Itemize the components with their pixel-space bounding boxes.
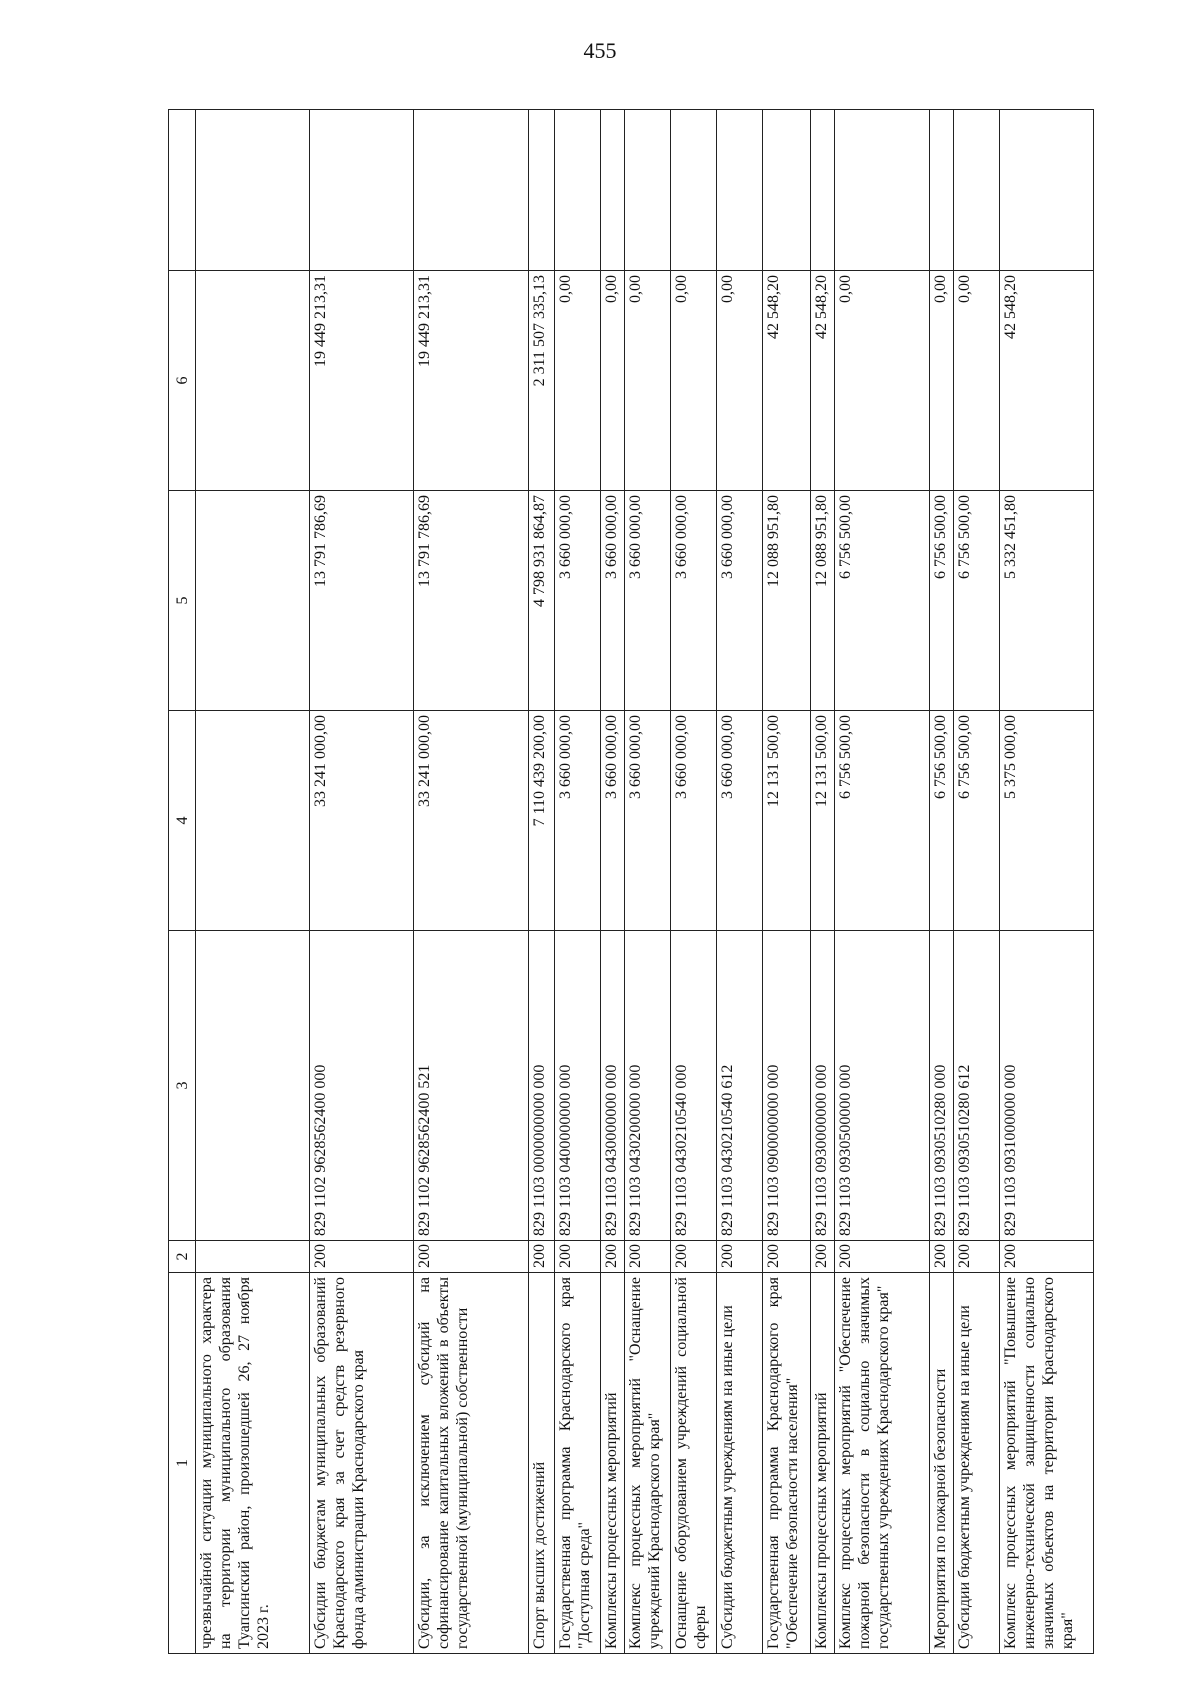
row-approved-cell: 6 756 500,00: [930, 711, 954, 931]
table-row: [930, 110, 954, 1654]
row-executed-cell: 3 660 000,00: [625, 491, 671, 711]
budget-table: [168, 109, 1094, 1654]
row-remainder-cell: 0,00: [717, 271, 763, 491]
row-approved-cell: 6 756 500,00: [954, 711, 1000, 931]
table-row: [310, 110, 414, 1654]
row-remainder-cell: 0,00: [555, 271, 601, 491]
row-remainder-cell: 19 449 213,31: [414, 271, 529, 491]
row-empty-cell: [811, 110, 835, 271]
row-code-cell: 829 1103 0900000000 000: [763, 931, 811, 1241]
row-empty-cell: [1000, 110, 1094, 271]
row-code-cell: 829 1102 9628562400 000: [310, 931, 414, 1241]
row-name-cell: Субсидии бюджетным учреждениям на иные цели: [954, 1273, 1000, 1654]
row-code-cell: 829 1103 0930510280 612: [954, 931, 1000, 1241]
row-grbs-cell: 200: [414, 1241, 529, 1273]
row-approved-cell: 5 375 000,00: [1000, 711, 1094, 931]
row-code-cell: 829 1103 0930000000 000: [811, 931, 835, 1241]
row-code-cell: [196, 931, 310, 1241]
row-executed-cell: 12 088 951,80: [811, 491, 835, 711]
row-approved-cell: 3 660 000,00: [671, 711, 717, 931]
column-header-6: 6: [169, 271, 196, 491]
header-row: [169, 110, 196, 1654]
row-approved-cell: 3 660 000,00: [625, 711, 671, 931]
page-number: 455: [583, 38, 617, 63]
row-grbs-cell: 200: [529, 1241, 555, 1273]
row-empty-cell: [671, 110, 717, 271]
row-executed-cell: 13 791 786,69: [414, 491, 529, 711]
row-executed-cell: 6 756 500,00: [930, 491, 954, 711]
row-grbs-cell: [196, 1241, 310, 1273]
row-remainder-cell: 42 548,20: [763, 271, 811, 491]
table-row: [954, 110, 1000, 1654]
row-name-cell: Комплекс процессных мероприятий "Обеспечение пожарной безопасности в социально значимых государственных учреждениях Краснодарского края": [835, 1273, 930, 1654]
row-name-cell: Спорт высших достижений: [529, 1273, 555, 1654]
row-empty-cell: [625, 110, 671, 271]
row-executed-cell: 13 791 786,69: [310, 491, 414, 711]
row-remainder-cell: 2 311 507 335,13: [529, 271, 555, 491]
row-code-cell: 829 1103 0930500000 000: [835, 931, 930, 1241]
row-approved-cell: 3 660 000,00: [717, 711, 763, 931]
row-code-cell: 829 1103 0430000000 000: [601, 931, 625, 1241]
row-executed-cell: 4 798 931 864,87: [529, 491, 555, 711]
row-empty-cell: [555, 110, 601, 271]
row-remainder-cell: 0,00: [930, 271, 954, 491]
row-code-cell: 829 1103 0400000000 000: [555, 931, 601, 1241]
row-approved-cell: 3 660 000,00: [555, 711, 601, 931]
row-grbs-cell: 200: [310, 1241, 414, 1273]
row-name-cell: Мероприятия по пожарной безопасности: [930, 1273, 954, 1654]
row-empty-cell: [529, 110, 555, 271]
column-header-1: 1: [169, 1273, 196, 1654]
row-code-cell: 829 1103 0930510280 000: [930, 931, 954, 1241]
row-approved-cell: 12 131 500,00: [763, 711, 811, 931]
row-remainder-cell: 0,00: [954, 271, 1000, 491]
row-name-cell: Субсидии бюджетам муниципальных образований Краснодарского края за счет средств резервного фонда администрации Краснодарского края: [310, 1273, 414, 1654]
row-grbs-cell: 200: [1000, 1241, 1094, 1273]
row-remainder-cell: 0,00: [625, 271, 671, 491]
table-row: [811, 110, 835, 1654]
row-empty-cell: [930, 110, 954, 271]
table-body: [196, 110, 1094, 1654]
row-grbs-cell: 200: [625, 1241, 671, 1273]
table-row: [555, 110, 601, 1654]
row-executed-cell: [196, 491, 310, 711]
row-name-cell: чрезвычайной ситуации муниципального характера на территории муниципального образования Туапсинский район, произошедшей 26, 27 ноября 2023 г.: [196, 1273, 310, 1654]
row-approved-cell: 3 660 000,00: [601, 711, 625, 931]
row-grbs-cell: 200: [555, 1241, 601, 1273]
row-grbs-cell: 200: [671, 1241, 717, 1273]
row-approved-cell: 7 110 439 200,00: [529, 711, 555, 931]
row-grbs-cell: 200: [811, 1241, 835, 1273]
row-name-cell: Субсидии бюджетным учреждениям на иные цели: [717, 1273, 763, 1654]
row-executed-cell: 3 660 000,00: [717, 491, 763, 711]
row-executed-cell: 12 088 951,80: [763, 491, 811, 711]
row-name-cell: Комплекс процессных мероприятий "Повышение инженерно-технической защищенности социально значимых объектов на территории Краснодарского края": [1000, 1273, 1094, 1654]
row-approved-cell: 6 756 500,00: [835, 711, 930, 931]
column-header-4: 4: [169, 711, 196, 931]
row-remainder-cell: 19 449 213,31: [310, 271, 414, 491]
row-executed-cell: 6 756 500,00: [954, 491, 1000, 711]
row-empty-cell: [196, 110, 310, 271]
row-remainder-cell: 0,00: [671, 271, 717, 491]
row-code-cell: 829 1102 9628562400 521: [414, 931, 529, 1241]
table-row: [601, 110, 625, 1654]
table-row: [763, 110, 811, 1654]
row-empty-cell: [835, 110, 930, 271]
row-name-cell: Комплексы процессных мероприятий: [601, 1273, 625, 1654]
row-name-cell: Субсидии, за исключением субсидий на софинансирование капитальных вложений в объекты государственной (муниципальной) собственности: [414, 1273, 529, 1654]
table-row: [414, 110, 529, 1654]
column-header-3: 3: [169, 931, 196, 1241]
row-approved-cell: 33 241 000,00: [414, 711, 529, 931]
row-name-cell: Комплексы процессных мероприятий: [811, 1273, 835, 1654]
table-row: [1000, 110, 1094, 1654]
row-executed-cell: 3 660 000,00: [555, 491, 601, 711]
row-name-cell: Государственная программа Краснодарского края "Обеспечение безопасности населения": [763, 1273, 811, 1654]
row-empty-cell: [763, 110, 811, 271]
table-row: [717, 110, 763, 1654]
table-row: [196, 110, 310, 1654]
row-grbs-cell: 200: [717, 1241, 763, 1273]
row-approved-cell: [196, 711, 310, 931]
row-remainder-cell: 0,00: [835, 271, 930, 491]
row-code-cell: 829 1103 0430200000 000: [625, 931, 671, 1241]
rotated-table-container: [168, 110, 1076, 1654]
row-grbs-cell: 200: [835, 1241, 930, 1273]
row-grbs-cell: 200: [763, 1241, 811, 1273]
table-row: [835, 110, 930, 1654]
row-name-cell: Комплекс процессных мероприятий "Оснащение учреждений Краснодарского края": [625, 1273, 671, 1654]
row-remainder-cell: 0,00: [601, 271, 625, 491]
row-remainder-cell: 42 548,20: [1000, 271, 1094, 491]
row-empty-cell: [414, 110, 529, 271]
row-grbs-cell: 200: [930, 1241, 954, 1273]
row-grbs-cell: 200: [954, 1241, 1000, 1273]
table-row: [529, 110, 555, 1654]
row-name-cell: Оснащение оборудованием учреждений социальной сферы: [671, 1273, 717, 1654]
row-code-cell: 829 1103 0931000000 000: [1000, 931, 1094, 1241]
row-executed-cell: 6 756 500,00: [835, 491, 930, 711]
row-code-cell: 829 1103 0430210540 612: [717, 931, 763, 1241]
row-empty-cell: [954, 110, 1000, 271]
row-code-cell: 829 1103 0000000000 000: [529, 931, 555, 1241]
row-name-cell: Государственная программа Краснодарского края "Доступная среда": [555, 1273, 601, 1654]
row-remainder-cell: [196, 271, 310, 491]
row-approved-cell: 12 131 500,00: [811, 711, 835, 931]
row-code-cell: 829 1103 0430210540 000: [671, 931, 717, 1241]
row-grbs-cell: 200: [601, 1241, 625, 1273]
row-executed-cell: 3 660 000,00: [671, 491, 717, 711]
column-header-2: 2: [169, 1241, 196, 1273]
table-row: [671, 110, 717, 1654]
row-executed-cell: 5 332 451,80: [1000, 491, 1094, 711]
row-empty-cell: [601, 110, 625, 271]
table-row: [625, 110, 671, 1654]
row-approved-cell: 33 241 000,00: [310, 711, 414, 931]
column-header-5: 5: [169, 491, 196, 711]
column-header-7: [169, 110, 196, 271]
row-empty-cell: [310, 110, 414, 271]
row-executed-cell: 3 660 000,00: [601, 491, 625, 711]
row-empty-cell: [717, 110, 763, 271]
row-remainder-cell: 42 548,20: [811, 271, 835, 491]
